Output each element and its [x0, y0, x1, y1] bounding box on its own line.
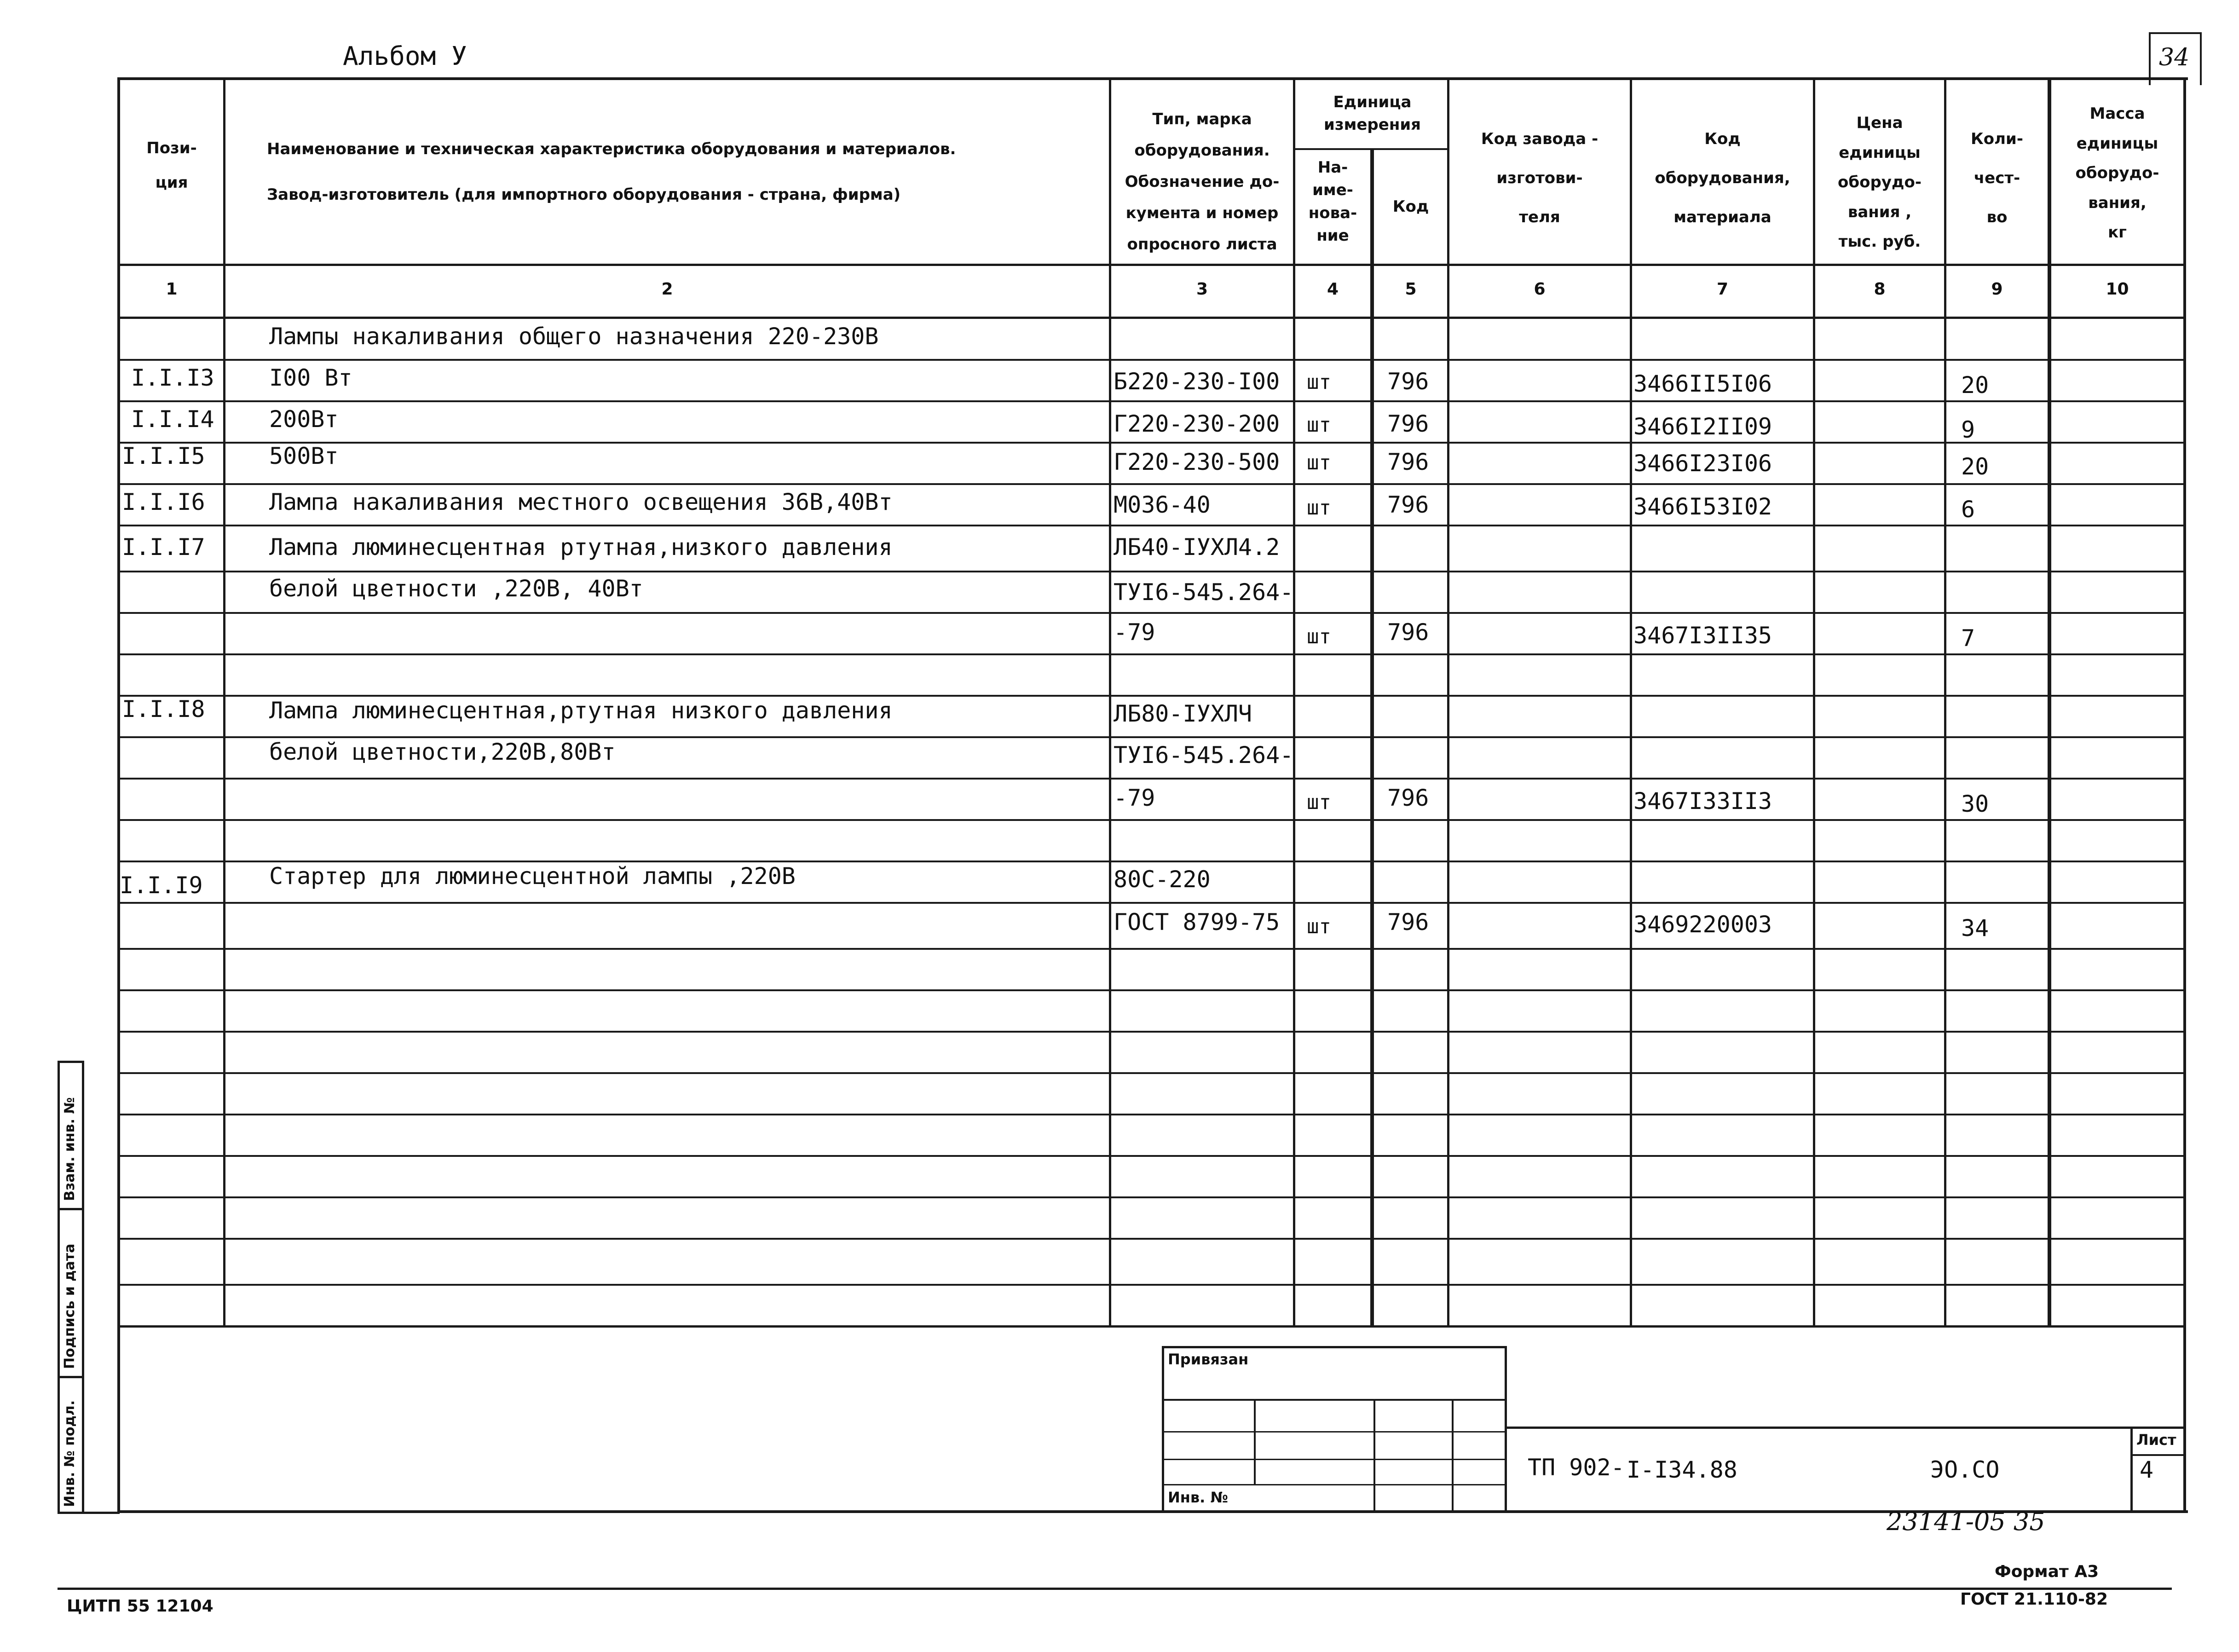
stamp-inv-no: Инв. № [1168, 1489, 1228, 1506]
header-price: Цена единицы оборудо- вания , тыс. руб. [1838, 114, 1922, 251]
row-name: Лампы накаливания общего назначения 220-230В [269, 323, 879, 350]
col-number-4: 4 [1327, 280, 1339, 299]
col-number-10: 10 [2106, 280, 2129, 299]
row-name: Лампа люминесцентная,ртутная низкого давления [269, 697, 893, 724]
row-position: I.I.I3 [131, 364, 214, 391]
row-name: белой цветности,220В,80Вт [269, 739, 616, 765]
header-position: Пози- ция [146, 139, 197, 192]
row-unit-code: 796 [1387, 909, 1429, 936]
row-quantity: 6 [1961, 496, 1975, 523]
row-type: ТУI6-545.264- [1114, 579, 1294, 606]
row-unit: шт [1307, 625, 1331, 648]
stamp-list-label: Лист [2136, 1431, 2176, 1449]
side-label-signature-date: Подпись и дата [62, 1243, 78, 1369]
row-unit-code: 796 [1387, 410, 1429, 437]
row-unit: шт [1307, 496, 1331, 520]
row-type: ЛБ40-IУХЛ4.2 [1114, 534, 1280, 560]
row-equipment-code: 3466I53I02 [1633, 493, 1772, 520]
header-name: Наименование и техническая характеристика оборудования и материалов. Завод-изготовитель (для импортного оборудования - страна, фирма) [267, 140, 956, 204]
footer-print-code: ЦИТП 55 12104 [67, 1597, 214, 1616]
row-equipment-code: 3467I3II35 [1633, 622, 1772, 649]
row-type: -79 [1114, 619, 1155, 646]
row-unit-code: 796 [1387, 368, 1429, 395]
row-position: I.I.I5 [122, 443, 205, 469]
footer-gost: ГОСТ 21.110-82 [1960, 1590, 2108, 1609]
stamp-privyazan: Привязан [1168, 1351, 1249, 1368]
row-type: ТУI6-545.264- [1114, 742, 1294, 768]
row-name: 200Вт [269, 406, 339, 433]
header-quantity: Коли- чест- во [1971, 130, 2023, 226]
header-unit-group: Единица измерения [1324, 93, 1421, 134]
header-mass: Масса единицы оборудо- вания, кг [2075, 104, 2159, 242]
album-title: Альбом У [343, 41, 467, 71]
header-factory-code: Код завода - изготови- теля [1481, 130, 1598, 226]
row-type: Г220-230-200 [1114, 410, 1280, 437]
col-number-6: 6 [1534, 280, 1546, 299]
header-unit-code: Код [1392, 197, 1429, 216]
row-quantity: 30 [1961, 791, 1989, 817]
row-unit-code: 796 [1387, 619, 1429, 646]
row-unit: шт [1307, 451, 1331, 474]
col-number-7: 7 [1716, 280, 1729, 299]
row-position: I.I.I9 [120, 872, 203, 899]
stamp-doc-right: ЭО.СО [1930, 1456, 2000, 1483]
row-equipment-code: 3466I23I06 [1633, 450, 1772, 477]
stamp-list-number: 4 [2140, 1456, 2154, 1483]
row-type: ГОСТ 8799-75 [1114, 909, 1280, 936]
header-type: Тип, марка оборудования. Обозначение до- кумента и номер опросного листа [1125, 110, 1280, 254]
row-unit: шт [1307, 791, 1331, 814]
col-number-9: 9 [1991, 280, 2003, 299]
row-name: Лампа люминесцентная ртутная,низкого давления [269, 534, 893, 560]
row-equipment-code: 3467I33II3 [1633, 788, 1772, 814]
col-number-2: 2 [661, 280, 673, 299]
row-equipment-code: 3469220003 [1633, 911, 1772, 938]
row-unit: шт [1307, 915, 1331, 938]
row-name: I00 Вт [269, 364, 352, 391]
col-number-1: 1 [166, 280, 178, 299]
row-type: -79 [1114, 785, 1155, 811]
row-name: Лампа накаливания местного освещения 36В,40Вт [269, 489, 893, 515]
row-quantity: 34 [1961, 915, 1989, 942]
row-quantity: 9 [1961, 416, 1975, 443]
row-quantity: 7 [1961, 625, 1975, 652]
row-position: I.I.I6 [122, 489, 205, 515]
row-equipment-code: 3466I2II09 [1633, 413, 1772, 440]
footer-format: Формат А3 [1995, 1562, 2099, 1581]
side-label-vzam-inv: Взам. инв. № [62, 1097, 78, 1201]
stamp-doc-left: ТП 902- [1528, 1454, 1625, 1481]
col-number-8: 8 [1874, 280, 1886, 299]
row-type: Г220-230-500 [1114, 449, 1280, 475]
page-corner-number: 34 [2159, 44, 2190, 71]
row-unit-code: 796 [1387, 449, 1429, 475]
row-position: I.I.I8 [122, 696, 205, 722]
row-unit-code: 796 [1387, 491, 1429, 518]
row-type: М036-40 [1114, 491, 1211, 518]
row-quantity: 20 [1961, 453, 1989, 480]
row-position: I.I.I4 [131, 406, 214, 433]
row-name: 500Вт [269, 443, 339, 469]
row-equipment-code: 3466II5I06 [1633, 370, 1772, 397]
header-unit-name: На- име- нова- ние [1308, 158, 1357, 245]
row-unit: шт [1307, 370, 1331, 394]
handwritten-number: 23141-05 35 [1887, 1507, 2045, 1536]
stamp-doc-mid: I-I34.88 [1627, 1456, 1737, 1483]
row-unit-code: 796 [1387, 785, 1429, 811]
row-quantity: 20 [1961, 372, 1989, 399]
row-type: 80С-220 [1114, 866, 1211, 893]
row-name: Стартер для люминесцентной лампы ,220В [269, 863, 796, 890]
row-name: белой цветности ,220В, 40Вт [269, 575, 643, 602]
header-equipment-code: Код оборудования, материала [1655, 130, 1790, 226]
col-number-3: 3 [1196, 280, 1208, 299]
row-unit: шт [1307, 413, 1331, 437]
side-label-inv-podl: Инв. № подл. [62, 1400, 78, 1507]
row-type: Б220-230-I00 [1114, 368, 1280, 395]
col-number-5: 5 [1405, 280, 1417, 299]
row-type: ЛБ80-IУХЛЧ [1114, 700, 1252, 727]
row-position: I.I.I7 [122, 534, 205, 560]
